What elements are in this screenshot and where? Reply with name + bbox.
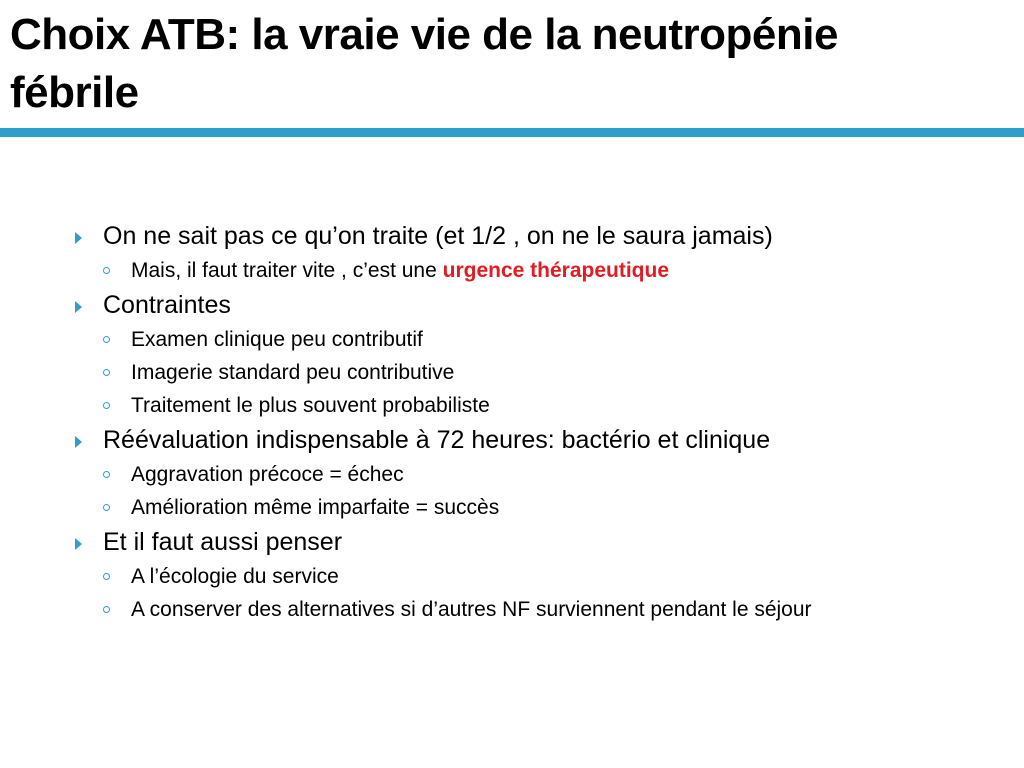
sub-bullet-text: A l’écologie du service xyxy=(131,565,339,588)
sub-bullet-text: Amélioration même imparfaite = succès xyxy=(131,496,500,519)
circle-bullet-icon xyxy=(103,369,110,376)
triangle-bullet-icon xyxy=(75,538,82,550)
title-line-1: Choix ATB: la vraie vie de la neutropénie xyxy=(10,10,838,59)
bullet-text: On ne sait pas ce qu’on traite (et 1/2 , on ne le saura jamais) xyxy=(103,222,773,250)
circle-bullet-icon xyxy=(103,606,110,613)
circle-bullet-icon xyxy=(103,573,110,580)
title-divider xyxy=(0,128,1024,137)
circle-bullet-icon xyxy=(103,336,110,343)
sub-bullet-text: Traitement le plus souvent probabiliste xyxy=(131,394,490,417)
bullet-item xyxy=(74,422,994,458)
bullet-item xyxy=(74,218,994,254)
sub-bullet-text: Examen clinique peu contributif xyxy=(131,328,423,351)
sub-bullet-text: Mais, il faut traiter vite , c’est une xyxy=(131,259,443,282)
sub-bullet-item xyxy=(74,356,994,389)
bullet-list xyxy=(74,218,994,626)
sub-bullet-item xyxy=(74,254,994,287)
circle-bullet-icon xyxy=(103,504,110,511)
sub-bullet-item xyxy=(74,593,994,626)
sub-bullet-item xyxy=(74,458,994,491)
triangle-bullet-icon xyxy=(75,232,82,244)
sub-bullet-text: A conserver des alternatives si d’autres NF surviennent pendant le séjour xyxy=(131,598,812,621)
triangle-bullet-icon xyxy=(75,301,82,313)
bullet-text: Contraintes xyxy=(103,291,231,319)
slide-title xyxy=(10,6,1010,122)
triangle-bullet-icon xyxy=(75,436,82,448)
sub-bullet-item xyxy=(74,323,994,356)
circle-bullet-icon xyxy=(103,471,110,478)
sub-bullet-text: Aggravation précoce = échec xyxy=(131,463,404,486)
bullet-text: Et il faut aussi penser xyxy=(103,528,343,556)
circle-bullet-icon xyxy=(103,402,110,409)
sub-bullet-item xyxy=(74,389,994,422)
sub-bullet-item xyxy=(74,491,994,524)
bullet-item xyxy=(74,287,994,323)
bullet-text: Réévaluation indispensable à 72 heures: bactério et clinique xyxy=(103,426,771,454)
circle-bullet-icon xyxy=(103,267,110,274)
sub-bullet-text: Imagerie standard peu contributive xyxy=(131,361,455,384)
bullet-item xyxy=(74,524,994,560)
title-line-2: fébrile xyxy=(10,68,139,117)
sub-bullet-item xyxy=(74,560,994,593)
emphasis-text: urgence thérapeutique xyxy=(442,259,670,282)
